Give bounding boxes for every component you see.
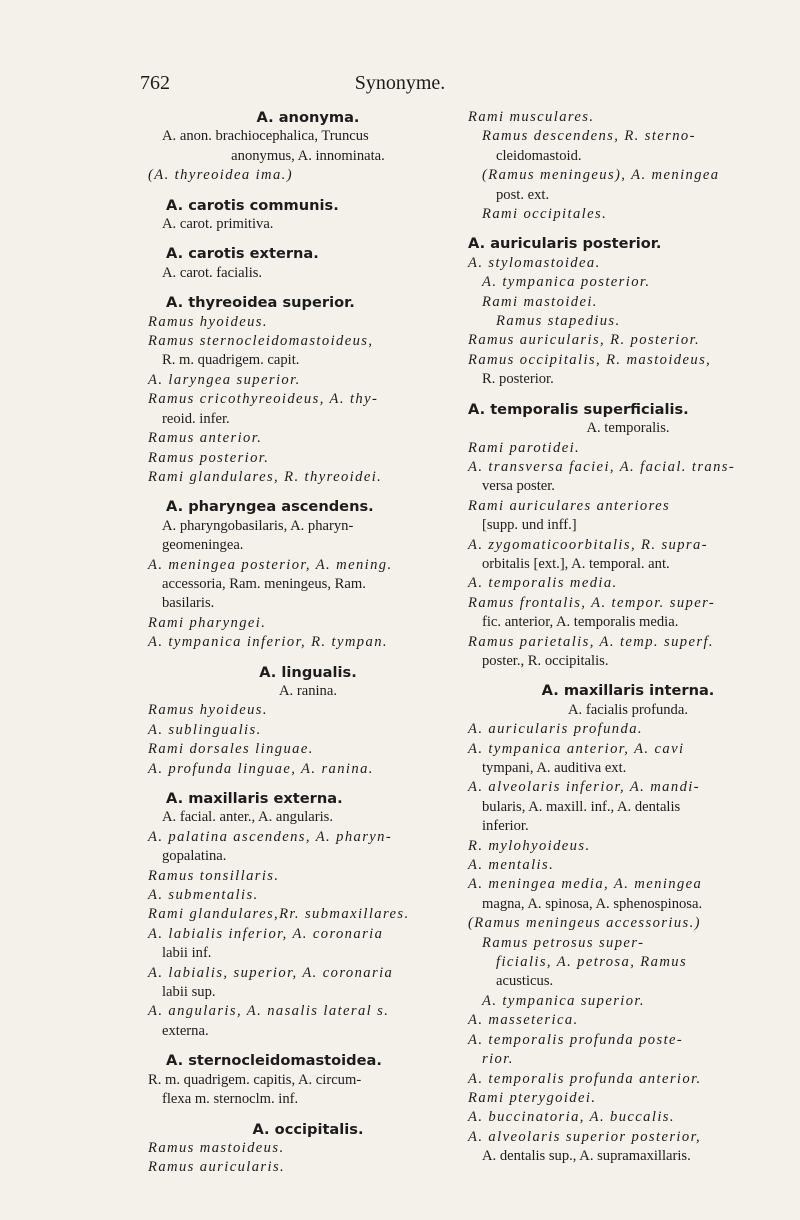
line-text: A. profunda linguae, A. ranina. xyxy=(148,760,374,777)
synonym-entry xyxy=(468,536,788,555)
line-text: A. occipitalis. xyxy=(252,1120,364,1138)
line-text: A. auricularis profunda. xyxy=(468,721,643,738)
synonym-entry xyxy=(468,458,788,477)
synonym-entry xyxy=(468,574,788,593)
line-text: reoid. infer. xyxy=(162,410,230,427)
running-head: Synonyme. xyxy=(354,72,446,94)
line-text: orbitalis [ext.], A. temporal. ant. xyxy=(482,555,670,572)
synonym-entry xyxy=(148,760,468,779)
synonym-entry xyxy=(148,468,468,487)
synonym-line xyxy=(468,516,788,535)
line-text: A. meningea media, A. meningea xyxy=(468,876,703,893)
synonym-line xyxy=(148,410,468,429)
section-heading xyxy=(468,681,788,700)
line-text: Rami occipitales. xyxy=(482,206,608,223)
line-text: A. transversa faciei, A. facial. trans- xyxy=(468,458,736,475)
synonym-entry xyxy=(468,127,788,146)
synonym-entry xyxy=(148,1139,468,1158)
line-text: accessoria, Ram. meningeus, Ram. xyxy=(162,575,366,592)
synonym-line xyxy=(148,517,468,536)
synonym-entry xyxy=(468,934,788,953)
synonym-entry xyxy=(468,856,788,875)
line-text: Rami musculares. xyxy=(468,109,595,125)
synonym-entry xyxy=(468,293,788,312)
line-text: externa. xyxy=(162,1022,209,1039)
line-text: A. tympanica inferior, R. tympan. xyxy=(148,634,388,651)
synonym-entry xyxy=(468,439,788,458)
line-text: A. ranina. xyxy=(279,682,337,699)
synonym-entry xyxy=(468,166,788,185)
synonym-line xyxy=(468,370,788,389)
line-text: Ramus mastoideus. xyxy=(148,1139,285,1156)
line-text: bularis, A. maxill. inf., A. dentalis xyxy=(482,798,681,815)
synonym-line xyxy=(468,613,788,632)
line-text: fic. anterior, A. temporalis media. xyxy=(482,614,679,631)
synonym-entry xyxy=(468,875,788,894)
line-text: A. facial. anter., A. angularis. xyxy=(162,809,334,826)
line-text: A. tympanica posterior. xyxy=(482,274,651,291)
synonym-entry xyxy=(468,1128,788,1147)
line-text: A. temporalis profunda poste- xyxy=(468,1031,684,1048)
line-text: basilaris. xyxy=(162,595,215,612)
synonym-entry xyxy=(468,331,788,350)
synonym-line xyxy=(148,944,468,963)
synonym-entry xyxy=(468,273,788,292)
line-text: A. carotis communis. xyxy=(166,196,339,214)
line-text: Rami glandulares, R. thyreoidei. xyxy=(148,468,383,485)
synonym-entry xyxy=(148,390,468,409)
section-heading xyxy=(148,244,468,263)
line-text: A. buccinatoria, A. buccalis. xyxy=(468,1109,675,1126)
synonym-entry xyxy=(148,701,468,720)
line-text: A. sublingualis. xyxy=(148,721,262,738)
line-text: A. mentalis. xyxy=(468,857,555,874)
line-text: A. labialis, superior, A. coronaria xyxy=(148,964,394,981)
synonym-line xyxy=(468,817,788,836)
line-text: R. mylohyoideus. xyxy=(468,837,591,854)
synonym-entry xyxy=(468,720,788,739)
synonym-entry xyxy=(468,205,788,224)
section-heading xyxy=(148,1051,468,1070)
synonym-line xyxy=(148,1071,468,1090)
synonym-line xyxy=(148,594,468,613)
synonym-entry xyxy=(468,1031,788,1050)
line-text: anonymus, A. innominata. xyxy=(231,147,385,164)
synonym-entry xyxy=(468,1108,788,1127)
right-column xyxy=(468,108,788,1167)
synonym-line xyxy=(148,847,468,866)
synonym-entry xyxy=(148,614,468,633)
synonym-line xyxy=(468,798,788,817)
line-text: A. masseterica. xyxy=(468,1012,579,1029)
synonym-line xyxy=(148,536,468,555)
line-text: Ramus sternocleidomastoideus, xyxy=(148,333,374,350)
line-text: acusticus. xyxy=(496,973,554,990)
synonym-entry xyxy=(468,497,788,516)
synonym-line xyxy=(468,972,788,991)
line-text: Rami pterygoidei. xyxy=(468,1089,597,1106)
line-text: magna, A. spinosa, A. sphenospinosa. xyxy=(482,895,703,912)
synonym-entry xyxy=(468,778,788,797)
line-text: A. facialis profunda. xyxy=(568,701,688,718)
line-text: R. m. quadrigem. capit. xyxy=(162,352,300,369)
page-header xyxy=(0,72,800,102)
synonym-entry xyxy=(468,1050,788,1069)
line-text: (Ramus meningeus), A. meningea xyxy=(482,167,720,184)
line-text: A. pharyngobasilaris, A. pharyn- xyxy=(162,517,354,534)
synonym-line xyxy=(148,215,468,234)
synonym-entry xyxy=(148,867,468,886)
synonym-line xyxy=(468,186,788,205)
synonym-entry xyxy=(468,1011,788,1030)
line-text: Rami parotidei. xyxy=(468,439,581,456)
line-text: A. palatina ascendens, A. pharyn- xyxy=(148,828,393,845)
synonym-entry xyxy=(468,633,788,652)
synonym-line xyxy=(148,808,468,827)
line-text: A. angularis, A. nasalis lateral s. xyxy=(148,1003,390,1020)
line-text: (Ramus meningeus accessorius.) xyxy=(468,915,701,932)
synonym-entry xyxy=(148,905,468,924)
synonym-line xyxy=(148,983,468,1002)
synonym-entry xyxy=(148,925,468,944)
line-text: A. labialis inferior, A. coronaria xyxy=(148,925,384,942)
line-text: Rami auriculares anteriores xyxy=(468,497,671,514)
line-text: versa poster. xyxy=(482,478,555,495)
line-text: flexa m. sternoclm. inf. xyxy=(162,1091,299,1108)
synonym-line xyxy=(468,1147,788,1166)
line-text: A. temporalis profunda anterior. xyxy=(468,1070,702,1087)
line-text: poster., R. occipitalis. xyxy=(482,652,609,669)
line-text: A. stylomastoidea. xyxy=(468,254,601,271)
synonym-line xyxy=(468,759,788,778)
line-text: A. alveolaris inferior, A. mandi- xyxy=(468,779,700,796)
line-text: Ramus stapedius. xyxy=(496,313,621,330)
synonym-entry xyxy=(468,953,788,972)
synonym-entry xyxy=(468,108,788,127)
line-text: Ramus posterior. xyxy=(148,449,270,466)
line-text: labii inf. xyxy=(162,945,212,962)
line-text: A. lingualis. xyxy=(259,663,357,681)
synonym-line xyxy=(148,127,468,146)
synonym-entry xyxy=(148,721,468,740)
line-text: A. anonyma. xyxy=(256,109,360,126)
line-text: A. submentalis. xyxy=(148,887,259,904)
line-text: Ramus petrosus super- xyxy=(482,934,645,951)
section-heading xyxy=(468,400,788,419)
line-text: Ramus hyoideus. xyxy=(148,702,268,719)
line-text: A. maxillaris interna. xyxy=(541,682,715,700)
line-text: [supp. und inff.] xyxy=(482,517,577,534)
line-text: Ramus parietalis, A. temp. superf. xyxy=(468,633,714,650)
line-text: A. carotis externa. xyxy=(166,245,319,263)
line-text: A. temporalis media. xyxy=(468,575,618,592)
line-text: A. carot. facialis. xyxy=(162,264,263,281)
synonym-line xyxy=(468,147,788,166)
synonym-line xyxy=(468,701,788,720)
synonym-line xyxy=(148,264,468,283)
synonym-line xyxy=(468,555,788,574)
synonym-entry xyxy=(148,828,468,847)
line-text: A. auricularis posterior. xyxy=(468,235,662,253)
synonym-entry xyxy=(148,449,468,468)
synonym-entry xyxy=(468,837,788,856)
synonym-entry xyxy=(148,556,468,575)
line-text: gopalatina. xyxy=(162,848,227,865)
synonym-entry xyxy=(468,351,788,370)
line-text: Ramus frontalis, A. tempor. super- xyxy=(468,594,716,611)
line-text: R. posterior. xyxy=(482,371,554,388)
line-text: A. meningea posterior, A. mening. xyxy=(148,556,393,573)
synonym-line xyxy=(148,351,468,370)
synonym-entry xyxy=(148,740,468,759)
line-text: A. sternocleidomastoidea. xyxy=(166,1052,382,1070)
line-text: Ramus auricularis. xyxy=(148,1159,286,1176)
synonym-entry xyxy=(148,964,468,983)
synonym-entry xyxy=(468,594,788,613)
line-text: inferior. xyxy=(482,818,529,835)
section-heading xyxy=(148,663,468,682)
synonym-entry xyxy=(148,886,468,905)
synonym-line xyxy=(468,652,788,671)
synonym-entry xyxy=(148,1002,468,1021)
line-text: Ramus hyoideus. xyxy=(148,313,268,330)
section-heading xyxy=(148,196,468,215)
synonym-line xyxy=(148,575,468,594)
section-heading xyxy=(148,497,468,516)
synonym-entry xyxy=(148,166,468,185)
line-text: R. m. quadrigem. capitis, A. circum- xyxy=(148,1071,362,1088)
synonym-entry xyxy=(468,312,788,331)
line-text: Rami glandulares,Rr. submaxillares. xyxy=(148,906,410,923)
synonym-entry xyxy=(148,1158,468,1177)
section-heading xyxy=(468,234,788,253)
left-column xyxy=(148,108,468,1178)
line-text: tympani, A. auditiva ext. xyxy=(482,760,627,776)
line-text: (A. thyreoidea ima.) xyxy=(148,167,293,184)
line-text: Ramus descendens, R. sterno- xyxy=(482,128,696,145)
synonym-line xyxy=(468,895,788,914)
line-text: A. thyreoidea superior. xyxy=(166,294,355,312)
synonym-entry xyxy=(468,254,788,273)
synonym-entry xyxy=(148,633,468,652)
line-text: cleidomastoid. xyxy=(496,147,582,164)
synonym-line xyxy=(468,419,788,438)
synonym-entry xyxy=(468,914,788,933)
line-text: A. tympanica anterior, A. cavi xyxy=(468,740,685,757)
synonym-line xyxy=(468,477,788,496)
line-text: A. dentalis sup., A. supramaxillaris. xyxy=(482,1148,691,1165)
line-text: Ramus occipitalis, R. mastoideus, xyxy=(468,351,712,368)
line-text: Ramus anterior. xyxy=(148,430,263,447)
line-text: A. zygomaticoorbitalis, R. supra- xyxy=(468,536,708,553)
line-text: A. temporalis superficialis. xyxy=(468,400,689,418)
line-text: A. tympanica superior. xyxy=(482,992,645,1009)
synonym-entry xyxy=(148,332,468,351)
synonym-entry xyxy=(148,371,468,390)
line-text: A. pharyngea ascendens. xyxy=(166,498,374,516)
line-text: A. laryngea superior. xyxy=(148,371,301,388)
synonym-line xyxy=(148,1022,468,1041)
line-text: Ramus cricothyreoideus, A. thy- xyxy=(148,391,379,408)
line-text: post. ext. xyxy=(496,186,550,203)
synonym-entry xyxy=(468,1070,788,1089)
line-text: A. carot. primitiva. xyxy=(162,216,274,233)
synonym-entry xyxy=(468,1089,788,1108)
section-heading xyxy=(148,108,468,127)
line-text: Ramus tonsillaris. xyxy=(148,867,280,884)
line-text: A. maxillaris externa. xyxy=(166,790,343,807)
synonym-line xyxy=(148,147,468,166)
synonym-entry xyxy=(148,313,468,332)
synonym-entry xyxy=(468,740,788,759)
synonym-entry xyxy=(468,992,788,1011)
line-text: geomeningea. xyxy=(162,537,244,554)
synonym-line xyxy=(148,1090,468,1109)
synonym-entry xyxy=(148,429,468,448)
line-text: Rami dorsales linguae. xyxy=(148,741,314,758)
line-text: A. anon. brachiocephalica, Truncus xyxy=(162,128,369,145)
line-text: Rami pharyngei. xyxy=(148,614,267,631)
section-heading xyxy=(148,789,468,808)
page-number: 762 xyxy=(140,72,170,94)
section-heading xyxy=(148,1120,468,1139)
line-text: Rami mastoidei. xyxy=(482,293,598,310)
section-heading xyxy=(148,293,468,312)
line-text: Ramus auricularis, R. posterior. xyxy=(468,332,701,349)
line-text: labii sup. xyxy=(162,984,216,1001)
synonym-line xyxy=(148,682,468,701)
line-text: rior. xyxy=(482,1051,514,1068)
line-text: A. temporalis. xyxy=(586,420,670,437)
line-text: A. alveolaris superior posterior, xyxy=(468,1128,702,1145)
line-text: ficialis, A. petrosa, Ramus xyxy=(496,954,688,971)
